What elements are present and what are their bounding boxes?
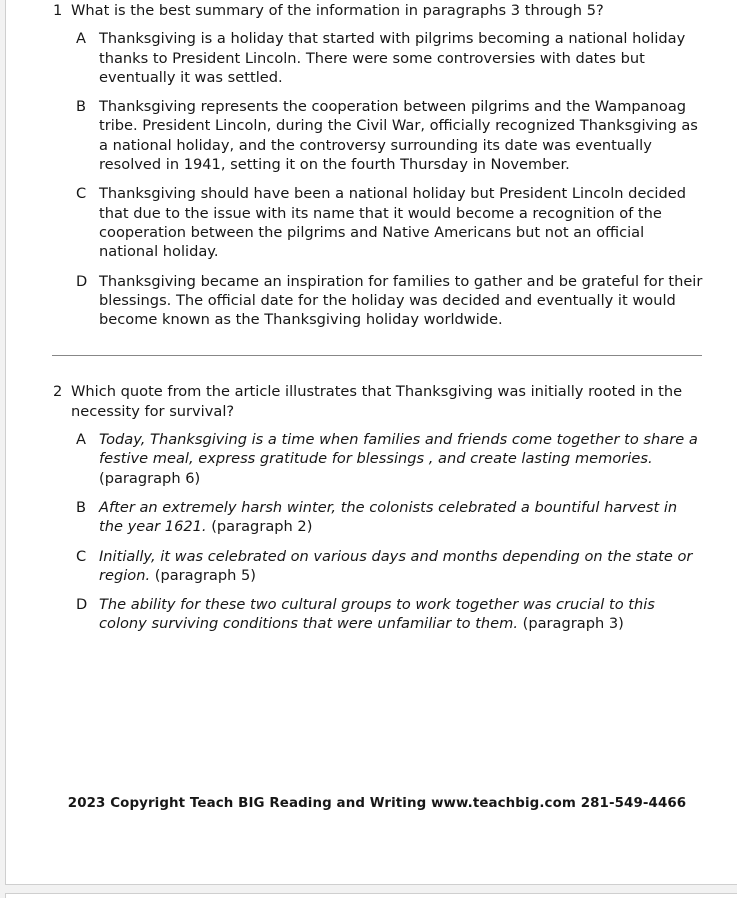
answer-option-1a[interactable] [47,29,707,87]
option-citation-2a: (paragraph 6) [99,469,201,487]
option-text-1a: Thanksgiving is a holiday that started with pilgrims becoming a national holiday thanks to President Lincoln. There were some controversies with dates but eventually it was settled. [99,30,686,86]
question-number-2: 2 [53,383,63,401]
option-citation-2d: (paragraph 3) [522,615,624,633]
next-page-sheet [5,893,737,898]
question-prompt-row-2 [47,382,707,421]
question-block-1 [47,1,707,329]
option-letter-1a: A [76,30,86,48]
option-letter-1c: C [76,185,87,203]
option-letter-2a: A [76,431,86,449]
option-letter-1b: B [76,98,87,116]
answer-option-2d[interactable] [47,595,707,634]
question-prompt-row-1 [47,1,707,20]
question-text-1: What is the best summary of the information in paragraphs 3 through 5? [71,2,604,19]
option-letter-2c: C [76,547,87,565]
option-quote-2a: Today, Thanksgiving is a time when families and friends come together to share a festive meal, express gratitude for blessings , and create lasting memories. [99,431,698,468]
question-text-2: Which quote from the article illustrates that Thanksgiving was initially rooted in the necessity for survival? [71,383,683,420]
option-text-1c: Thanksgiving should have been a national holiday but President Lincoln decided that due to the issue with its name that it would become a recognition of the cooperation between the pilgrims and Native Americans but not an official national holiday. [99,185,686,261]
question-block-2 [47,382,707,633]
answer-option-2a[interactable] [47,430,707,488]
worksheet-page [5,0,737,885]
answer-option-1b[interactable] [47,97,707,174]
answer-option-1d[interactable] [47,272,707,330]
option-quote-2b: After an extremely harsh winter, the colonists celebrated a bountiful harvest in the year 1621. [99,498,678,536]
option-letter-2d: D [76,596,88,614]
option-quote-2d: The ability for these two cultural groups to work together was crucial to this colony surviving conditions that were unfamiliar to them. [99,596,655,633]
option-text-2b [99,498,707,537]
page-content [47,1,707,634]
spacer-below-divider [47,356,707,382]
option-citation-2c: (paragraph 5) [154,566,256,584]
spacer-above-divider [47,329,707,355]
answer-option-2c[interactable] [47,547,707,586]
answer-option-1c[interactable] [47,184,707,261]
option-text-2c [99,547,707,586]
option-text-2a [99,430,707,488]
option-citation-2b: (paragraph 2) [211,518,313,536]
option-text-1b: Thanksgiving represents the cooperation between pilgrims and the Wampanoag tribe. President Lincoln, during the Civil War, officially recognized Thanksgiving as a national holiday, and the controversy surrounding its date was eventually resolved in 1941, setting it on the fourth Thursday in November. [99,98,698,174]
option-text-1d: Thanksgiving became an inspiration for families to gather and be grateful for their blessings. The official date for the holiday was decided and eventually it would become known as the Thanksgiving holiday worldwide. [99,272,703,329]
option-quote-2c: Initially, it was celebrated on various days and months depending on the state or region. [99,547,693,584]
answer-options-2 [47,430,707,634]
question-number-1: 1 [53,2,63,19]
option-letter-1d: D [76,272,88,290]
option-text-2d [99,595,707,634]
answer-options-1 [47,29,707,329]
option-letter-2b: B [76,498,87,516]
answer-option-2b[interactable] [47,498,707,537]
page-footer: 2023 Copyright Teach BIG Reading and Writing www.teachbig.com 281-549-4466 [67,796,687,811]
